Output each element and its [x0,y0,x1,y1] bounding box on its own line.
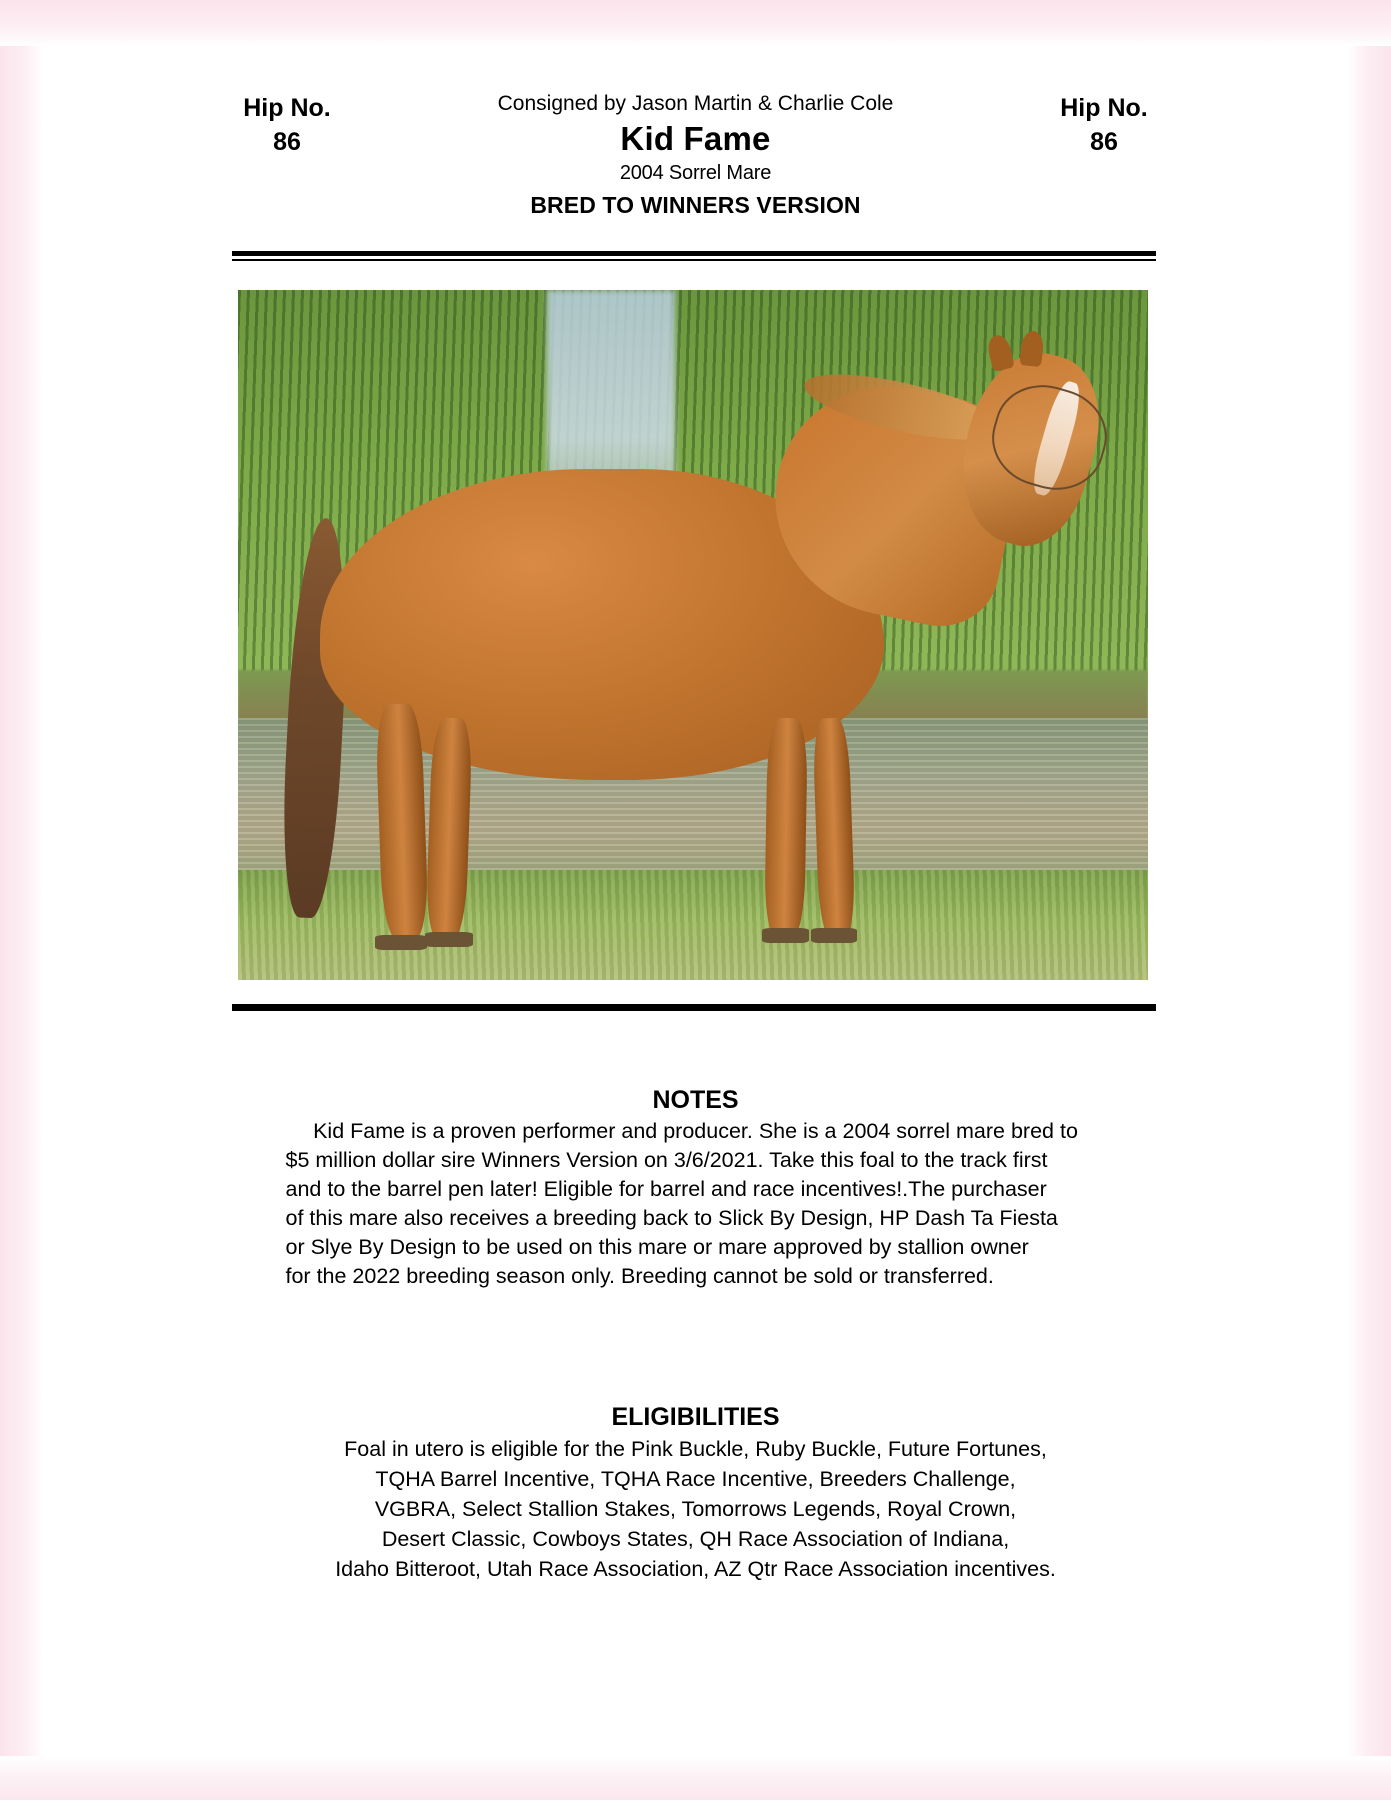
horse-subtitle: 2004 Sorrel Mare [619,162,772,184]
hip-label-right: Hip No. [1060,94,1148,122]
notes-line: Kid Fame is a proven performer and producer. She is a 2004 sorrel mare bred to [313,1119,1078,1143]
divider-bottom [232,1001,1156,1011]
notes-line: or Slye By Design to be used on this mare or mare approved by stallion owner [285,1235,1029,1259]
eligibilities-line: Idaho Bitteroot, Utah Race Association, AZ Qtr Race Association incentives. [335,1557,1056,1581]
eligibilities-title: ELIGIBILITIES [611,1403,780,1431]
hip-number-right [989,92,1219,158]
eligibilities-line: VGBRA, Select Stallion Stakes, Tomorrows Legends, Royal Crown, [374,1497,1017,1521]
horse-ear-right [1019,330,1044,367]
sorrel-mare [238,290,1148,980]
eligibilities-line: TQHA Barrel Incentive, TQHA Race Incentive, Breeders Challenge, [375,1467,1016,1491]
horse-hoof-front-right [811,928,857,943]
notes-title: NOTES [652,1086,739,1114]
bred-to-line: BRED TO WINNERS VERSION [530,192,861,218]
horse-hoof-rear-left [375,935,428,950]
horse-ear-left [985,333,1015,372]
title-block [336,92,1056,220]
eligibilities-section [226,1402,1166,1584]
horse-hoof-front-left [762,928,809,943]
divider-top [232,251,1156,261]
horse-leg-front-left [764,717,808,938]
notes-body [226,1117,1166,1291]
horse-leg-front-right [812,717,856,939]
divider-thick-line [232,1006,1156,1011]
notes-line: $5 million dollar sire Winners Version on 3/6/2021. Take this foal to the track first [285,1148,1048,1172]
horse-hoof-rear-right [425,932,472,947]
hip-value-right: 86 [1090,128,1118,156]
notes-section [226,1085,1166,1291]
horse-leg-rear-right [425,717,473,939]
eligibilities-line: Foal in utero is eligible for the Pink Buckle, Ruby Buckle, Future Fortunes, [344,1437,1047,1461]
horse-photo [238,290,1148,980]
horse-name: Kid Fame [620,120,771,157]
consignor-line: Consigned by Jason Martin & Charlie Cole [497,92,894,115]
notes-line: of this mare also receives a breeding back to Slick By Design, HP Dash Ta Fiesta [285,1206,1058,1230]
hip-value-left: 86 [273,128,301,156]
notes-line: and to the barrel pen later! Eligible for barrel and race incentives!.The purchaser [285,1177,1047,1201]
eligibilities-body [226,1434,1166,1584]
page-header [0,92,1391,222]
eligibilities-line: Desert Classic, Cowboys States, QH Race Association of Indiana, [381,1527,1010,1551]
divider-thick-line [232,251,1156,256]
notes-line: for the 2022 breeding season only. Breeding cannot be sold or transferred. [285,1264,994,1288]
hip-label-left: Hip No. [243,94,331,122]
photo-scene [238,290,1148,980]
divider-thin-line [232,259,1156,261]
